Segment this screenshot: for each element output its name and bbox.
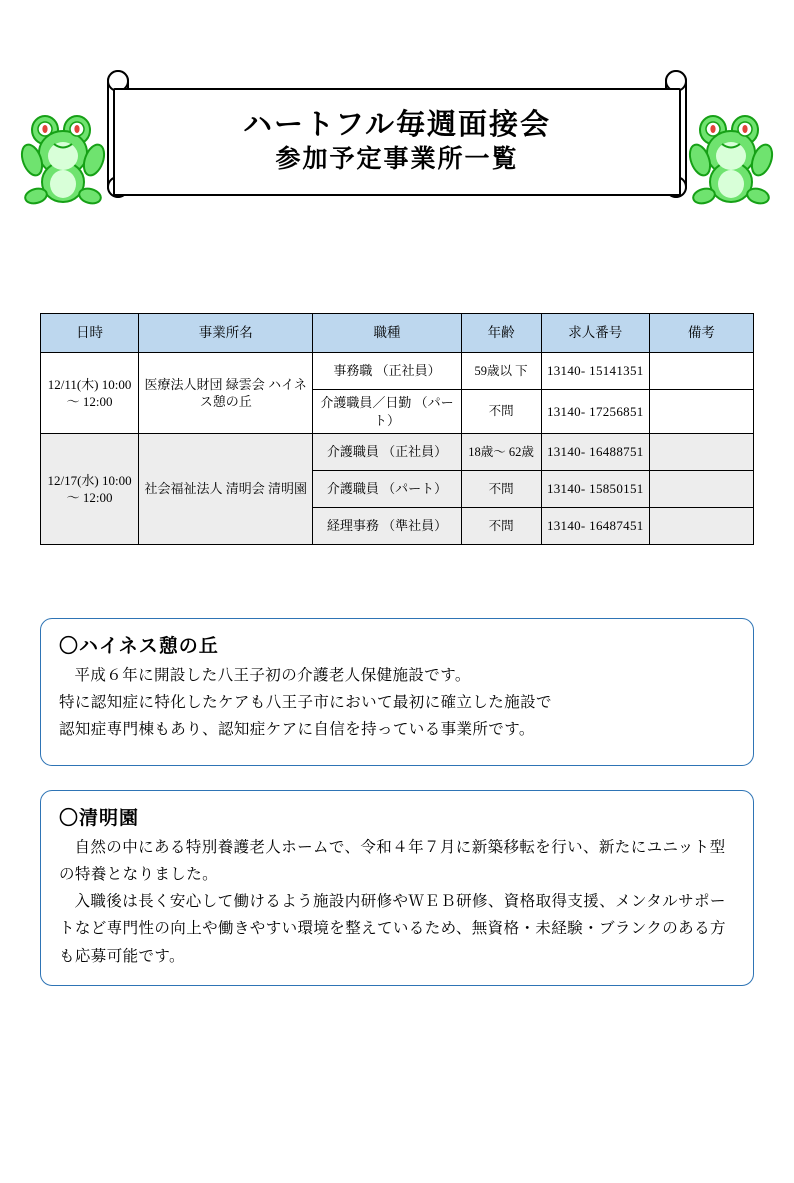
cell-date-group-1: 12/17(水) 10:00～ 12:00 [41,434,139,545]
cell-note [649,390,753,434]
page-header [0,60,794,220]
description-title-seimeien: 〇清明園 [59,808,140,829]
frog-icon-right [688,98,774,208]
cell-age: 18歳～ 62歳 [461,434,541,471]
column-header-note: 備考 [649,314,753,353]
description-title-hines: 〇ハイネス憩の丘 [59,636,219,657]
cell-note [649,471,753,508]
page-title-line1: ハートフル毎週面接会 [243,109,551,141]
cell-office-group-1: 社会福祉法人 清明会 清明園 [139,434,313,545]
cell-job-number: 13140- 16487451 [541,508,649,545]
cell-job-number: 13140- 16488751 [541,434,649,471]
table-row [41,353,754,390]
cell-job-number: 13140- 15141351 [541,353,649,390]
cell-date-group-0: 12/11(木) 10:00～ 12:00 [41,353,139,434]
frog-icon-left [20,98,106,208]
description-body-hines: 平成６年に開設した八王子初の介護老人保健施設です。 特に認知症に特化したケアも八王子市において最初に確立した施設で 認知症専門棟もあり、認知症ケアに自信を持っている事業所です。 [59,667,552,739]
page-title-line2: 参加予定事業所一覧 [275,146,519,174]
cell-job-number: 13140- 17256851 [541,390,649,434]
column-header-number: 求人番号 [541,314,649,353]
description-box-hines [40,618,754,766]
cell-job: 介護職員／日勤 （パート） [313,390,461,434]
job-list-table [40,313,754,545]
job-list-table-container [40,313,754,545]
cell-job: 介護職員 （パート） [313,471,461,508]
cell-office-group-0: 医療法人財団 緑雲会 ハイネス憩の丘 [139,353,313,434]
description-body-seimeien: 自然の中にある特別養護老人ホームで、令和４年７月に新築移転を行い、新たにユニット型の特養となりました。 入職後は長く安心して働けるよう施設内研修やＷＥＢ研修、資格取得支援、メンタルサポートなど専門性の向上や働きやすい環境を整えているため、無資格・未経験・ブランクのある方も応募可能です。 [59,839,726,965]
title-banner [113,88,681,196]
cell-age: 不問 [461,471,541,508]
column-header-office: 事業所名 [139,314,313,353]
column-header-date: 日時 [41,314,139,353]
description-box-seimeien [40,790,754,986]
table-header-row [41,314,754,353]
cell-age: 不問 [461,508,541,545]
cell-job: 介護職員 （正社員） [313,434,461,471]
cell-note [649,353,753,390]
cell-note [649,508,753,545]
column-header-job: 職種 [313,314,461,353]
table-row [41,434,754,471]
cell-job: 事務職 （正社員） [313,353,461,390]
cell-job: 経理事務 （準社員） [313,508,461,545]
column-header-age: 年齢 [461,314,541,353]
cell-age: 不問 [461,390,541,434]
cell-note [649,434,753,471]
cell-age: 59歳以 下 [461,353,541,390]
cell-job-number: 13140- 15850151 [541,471,649,508]
